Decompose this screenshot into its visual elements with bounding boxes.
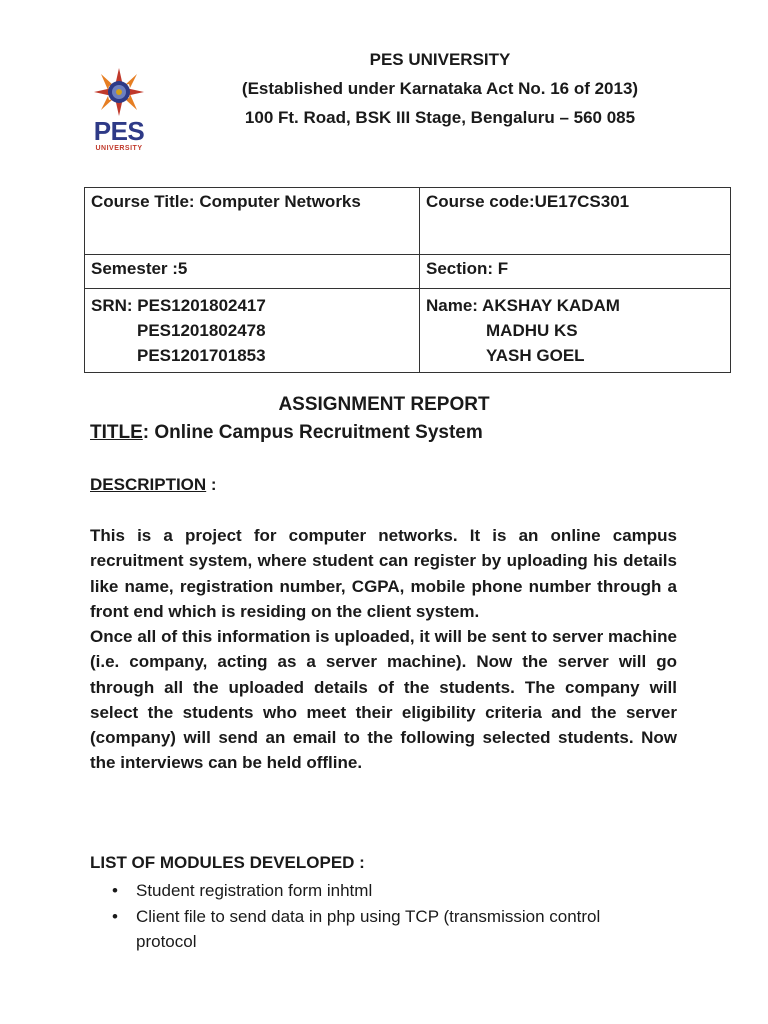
description-suffix: : (206, 475, 217, 494)
description-paragraph-2: Once all of this information is uploaded, it will be sent to server machine (i.e. company, acting as a server machine). Now the server will go through all the uploaded details of the students. The company will select the students who meet their eligibility criteria and the server (company) will send an email to the following selected students. Now the interviews can be held offline. (90, 627, 677, 773)
modules-list (90, 878, 650, 955)
compass-emblem-icon (86, 66, 152, 118)
modules-heading: LIST OF MODULES DEVELOPED : (90, 853, 365, 872)
report-heading: ASSIGNMENT REPORT (278, 394, 490, 415)
srn-cell (85, 289, 420, 373)
bullet-icon: • (112, 906, 118, 926)
established-line: (Established under Karnataka Act No. 16 of 2013) (241, 79, 639, 98)
srn-line-3: PES1201701853 (137, 346, 266, 365)
table-row (85, 255, 731, 289)
name-line-3: YASH GOEL (486, 346, 585, 365)
list-item (90, 904, 650, 955)
description-label: DESCRIPTION (90, 475, 207, 494)
course-title-cell: Course Title: Computer Networks (85, 188, 420, 255)
list-item (90, 878, 650, 904)
course-code-cell: Course code:UE17CS301 (420, 188, 731, 255)
srn-line-2: PES1201802478 (137, 321, 266, 340)
university-name: PES UNIVERSITY (369, 50, 511, 69)
srn-line-1: SRN: PES1201802417 (91, 296, 266, 315)
title-label: TITLE (90, 422, 143, 443)
section-cell: Section: F (420, 255, 731, 289)
pes-logo (86, 66, 152, 156)
course-info-table (84, 187, 731, 373)
description-heading (90, 475, 217, 495)
logo-wordmark: PES (93, 116, 145, 146)
bullet-icon: • (112, 881, 118, 900)
description-paragraph-1: This is a project for computer networks. It is an online campus recruitment system, where student can register by uploading his details like name, registration number, CGPA, mobile phone number through a front end which is residing on the client system. (90, 526, 677, 621)
title-text: : Online Campus Recruitment System (142, 422, 483, 443)
name-cell (420, 289, 731, 373)
logo-subtext: UNIVERSITY (95, 145, 143, 152)
semester-cell: Semester :5 (85, 255, 420, 289)
module-text: Student registration form inhtml (136, 881, 373, 900)
table-row (85, 289, 731, 373)
report-title (90, 422, 483, 444)
name-line-1: Name: AKSHAY KADAM (426, 296, 620, 315)
name-line-2: MADHU KS (486, 321, 578, 340)
table-row (85, 188, 731, 255)
address-line: 100 Ft. Road, BSK III Stage, Bengaluru – 560 085 (244, 108, 636, 127)
module-text: Client file to send data in php using TCP (transmission control protocol (136, 906, 601, 951)
